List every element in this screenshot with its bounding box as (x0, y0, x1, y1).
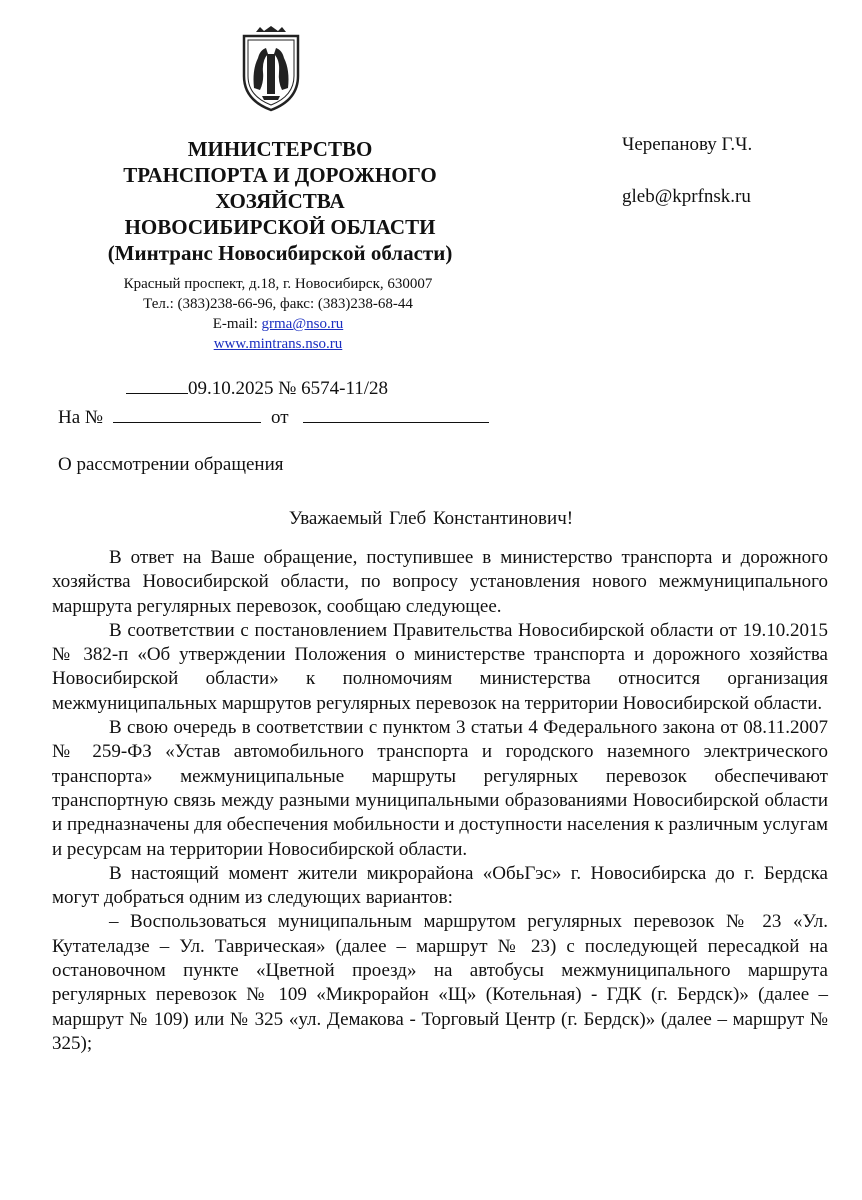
ministry-line: ХОЗЯЙСТВА (215, 189, 345, 213)
ministry-contacts (78, 274, 478, 354)
email-label: E-mail: (212, 316, 262, 332)
ministry-line: ТРАНСПОРТА И ДОРОЖНОГО (123, 163, 437, 187)
coat-of-arms-icon (236, 26, 306, 112)
ministry-website-link[interactable]: www.mintrans.nso.ru (213, 336, 343, 352)
registration-number: 09.10.2025 № 6574-11/28 (188, 378, 389, 399)
reply-number-label: На № (58, 407, 104, 428)
ministry-short-name: (Минтранс Новосибирской области) (107, 241, 453, 265)
letter-body (52, 546, 828, 1056)
ministry-website-line (78, 334, 478, 354)
ministry-phone: Тел.: (383)238-66-96, факс: (383)238-68-44 (143, 296, 413, 312)
reply-date-blank (303, 404, 489, 423)
letter-subject: О рассмотрении обращения (58, 454, 284, 475)
ministry-line: НОВОСИБИРСКОЙ ОБЛАСТИ (124, 215, 436, 239)
recipient-name: Черепанову Г.Ч. (622, 134, 753, 155)
letter-greeting: Уважаемый Глеб Константинович! (288, 508, 574, 529)
reply-number-blank (113, 404, 261, 423)
body-paragraph: – Воспользоваться муниципальным маршрутом регулярных перевозок № 23 «Ул. Кутателадзе – Ул. Таврическая» (далее – маршрут № 23) с последующей пересадкой на остановочном пункте «Цветной проезд» на автобусы межмуниципального маршрута регулярных перевозок № 109 «Микрорайон «Щ» (Котельная) - ГДК (г. Бердск)» (далее – маршрут № 109) или № 325 «ул. Демакова - Торговый Центр (г. Бердск)» (далее – маршрут № 325); (52, 911, 828, 1054)
reply-reference-line (58, 404, 489, 429)
body-paragraph: В настоящий момент жители микрорайона «ОбьГэс» г. Новосибирска до г. Бердска могут добраться одним из следующих вариантов: (52, 862, 828, 909)
ministry-line: МИНИСТЕРСТВО (187, 137, 373, 161)
body-paragraph: В свою очередь в соответствии с пунктом 3 статьи 4 Федерального закона от 08.11.2007 № 259-ФЗ «Устав автомобильного транспорта и городского наземного электрического транспорта» межмуниципальные маршруты регулярных перевозок обеспечивают транспортную связь между разными муниципальными образованиями Новосибирской области и предназначены для обеспечения мобильности и доступности населения к различным услугам и ресурсам на территории Новосибирской области. (52, 717, 828, 860)
date-blank (126, 376, 188, 394)
registration-line (126, 376, 388, 400)
ministry-email-link[interactable]: grma@nso.ru (261, 316, 344, 332)
ministry-email-line (78, 314, 478, 334)
reply-from-label: от (271, 407, 289, 428)
ministry-name (90, 136, 470, 266)
body-paragraph: В соответствии с постановлением Правительства Новосибирской области от 19.10.2015 № 382-п «Об утверждении Положения о министерстве транспорта и дорожного хозяйства Новосибирской области» к полномочиям министерства относится организация межмуниципальных маршрутов регулярных перевозок на территории Новосибирской области. (52, 619, 828, 714)
ministry-address: Красный проспект, д.18, г. Новосибирск, 630007 (123, 276, 433, 292)
body-paragraph: В ответ на Ваше обращение, поступившее в министерство транспорта и дорожного хозяйства Новосибирской области, по вопросу установления нового межмуниципального маршрута регулярных перевозок, сообщаю следующее. (52, 547, 828, 617)
recipient-email: gleb@kprfnsk.ru (622, 186, 751, 207)
